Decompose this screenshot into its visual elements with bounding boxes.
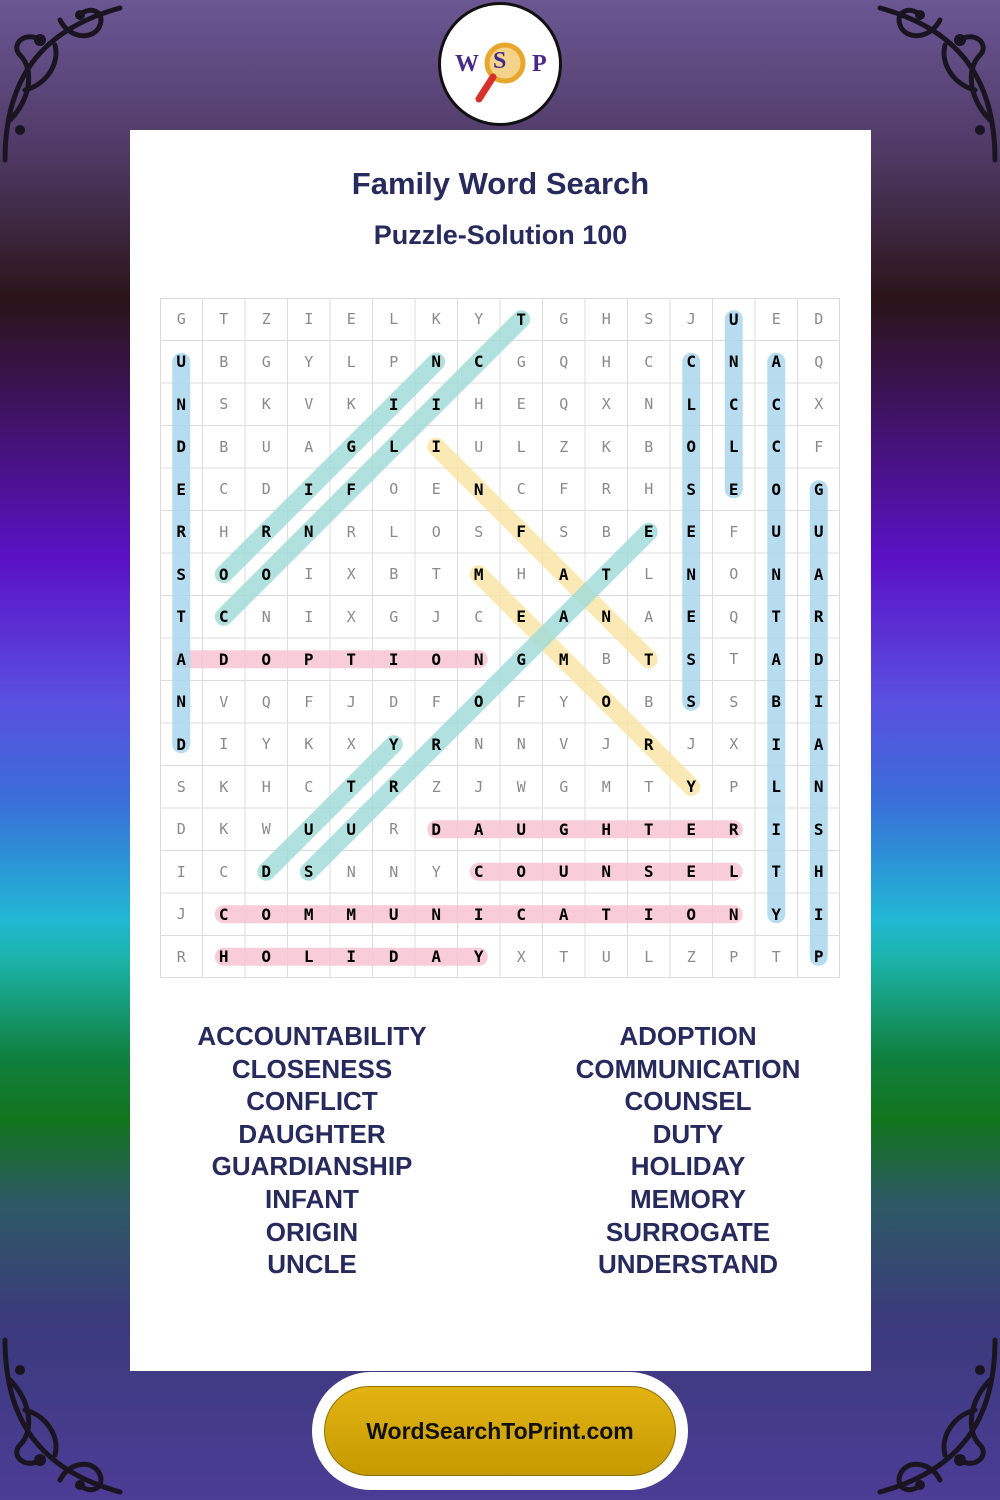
grid-cell[interactable]: H xyxy=(219,522,229,541)
grid-cell[interactable]: R xyxy=(176,947,186,966)
grid-cell[interactable]: K xyxy=(219,820,229,839)
grid-cell[interactable]: E xyxy=(771,310,781,329)
grid-cell[interactable]: A xyxy=(176,649,187,669)
grid-cell[interactable]: M xyxy=(558,649,569,669)
grid-cell[interactable]: A xyxy=(771,352,782,372)
grid-cell[interactable]: N xyxy=(389,862,399,881)
grid-cell[interactable]: F xyxy=(559,480,569,499)
grid-cell[interactable]: D xyxy=(261,480,271,499)
grid-cell[interactable]: O xyxy=(729,565,739,584)
word-list-right xyxy=(488,1020,888,1281)
grid-cell[interactable]: G xyxy=(176,310,186,329)
grid-cell[interactable]: C xyxy=(516,480,526,499)
grid-cell[interactable]: O xyxy=(473,692,484,712)
grid-cell[interactable]: O xyxy=(686,437,697,457)
grid-cell[interactable]: C xyxy=(473,352,484,372)
grid-cell[interactable]: S xyxy=(474,522,484,541)
grid-cell[interactable]: N xyxy=(474,735,484,754)
grid-cell[interactable]: G xyxy=(558,819,569,839)
grid-cell[interactable]: A xyxy=(431,947,442,967)
grid-cell[interactable]: K xyxy=(219,777,229,796)
grid-cell[interactable]: Y xyxy=(304,352,314,371)
grid-cell[interactable]: E xyxy=(176,479,187,499)
word-list-item: CONFLICT xyxy=(246,1086,378,1117)
grid-cell[interactable]: I xyxy=(643,904,654,924)
grid-cell[interactable]: U xyxy=(601,947,611,966)
grid-cell[interactable]: J xyxy=(346,692,356,711)
grid-cell[interactable]: R xyxy=(643,734,654,754)
grid-cell[interactable]: D xyxy=(176,437,187,457)
grid-cell[interactable]: M xyxy=(601,777,611,796)
grid-cell[interactable]: D xyxy=(813,649,824,669)
site-link-button[interactable] xyxy=(312,1372,688,1490)
grid-cell[interactable]: Y xyxy=(473,947,484,967)
grid-cell[interactable]: R xyxy=(389,820,399,839)
grid-cell[interactable]: E xyxy=(346,310,356,329)
grid-cell[interactable]: I xyxy=(771,734,782,754)
grid-cell[interactable]: X xyxy=(601,395,611,414)
grid-cell[interactable]: U xyxy=(388,904,399,924)
puzzle-grid xyxy=(160,298,840,978)
grid-cell[interactable]: T xyxy=(346,777,357,797)
grid-cell[interactable]: I xyxy=(473,904,484,924)
grid-cell[interactable]: D xyxy=(176,734,187,754)
grid-cell[interactable]: T xyxy=(643,649,654,669)
grid-cell[interactable]: O xyxy=(218,564,229,584)
grid-cell[interactable]: R xyxy=(261,522,272,542)
grid-cell[interactable]: C xyxy=(218,904,229,924)
grid-cell[interactable]: F xyxy=(729,522,739,541)
grid-cell[interactable]: T xyxy=(516,309,527,329)
grid-cell[interactable]: Y xyxy=(261,735,271,754)
grid-cell[interactable]: S xyxy=(686,692,697,712)
word-list-item: INFANT xyxy=(265,1183,359,1214)
grid-cell[interactable]: X xyxy=(346,565,356,584)
grid-cell[interactable]: J xyxy=(686,310,696,329)
grid-cell[interactable]: D xyxy=(431,819,442,839)
grid-cell[interactable]: Q xyxy=(559,395,569,414)
grid-cell[interactable]: S xyxy=(686,479,697,499)
grid-cell[interactable]: F xyxy=(431,692,441,711)
grid-cell[interactable]: S xyxy=(559,522,569,541)
grid-cell[interactable]: D xyxy=(261,862,272,882)
grid-cell[interactable]: N xyxy=(346,862,356,881)
grid-cell[interactable]: A xyxy=(813,564,824,584)
grid-cell[interactable]: A xyxy=(644,607,654,626)
grid-cell[interactable]: I xyxy=(813,692,824,712)
grid-cell[interactable]: Y xyxy=(388,734,399,754)
grid-cell[interactable]: V xyxy=(219,692,229,711)
grid-cell[interactable]: Y xyxy=(431,862,441,881)
grid-cell[interactable]: S xyxy=(813,819,824,839)
grid-cell[interactable]: X xyxy=(516,947,526,966)
grid-cell[interactable]: K xyxy=(601,437,611,456)
grid-cell[interactable]: I xyxy=(771,819,782,839)
grid-cell[interactable]: O xyxy=(686,904,697,924)
grid-cell[interactable]: U xyxy=(474,437,484,456)
grid-cell[interactable]: E xyxy=(516,395,526,414)
grid-cell[interactable]: C xyxy=(686,352,697,372)
grid-cell[interactable]: B xyxy=(601,522,611,541)
grid-cell[interactable]: L xyxy=(728,862,739,882)
grid-cell[interactable]: T xyxy=(559,947,569,966)
grid-cell[interactable]: S xyxy=(729,692,739,711)
grid-cell[interactable]: N xyxy=(728,352,739,372)
grid-cell[interactable]: C xyxy=(728,394,739,414)
grid-cell[interactable]: J xyxy=(474,777,484,796)
grid-cell[interactable]: N xyxy=(771,564,782,584)
grid-cell[interactable]: A xyxy=(558,607,569,627)
grid-cell[interactable]: L xyxy=(303,947,314,967)
grid-cell[interactable]: T xyxy=(346,649,357,669)
grid-cell[interactable]: L xyxy=(346,352,356,371)
grid-cell[interactable]: R xyxy=(728,819,739,839)
grid-cell[interactable]: H xyxy=(474,395,484,414)
grid-cell[interactable]: Y xyxy=(474,310,484,329)
grid-cell[interactable]: I xyxy=(304,607,314,626)
grid-cell[interactable]: G xyxy=(346,437,357,457)
grid-cell[interactable]: I xyxy=(219,735,229,754)
grid-cell[interactable]: W xyxy=(516,777,526,796)
grid-cell[interactable]: O xyxy=(431,649,442,669)
page-title: Family Word Search xyxy=(351,166,650,201)
grid-cell[interactable]: A xyxy=(558,564,569,584)
grid-cell[interactable]: O xyxy=(261,904,272,924)
grid-cell[interactable]: O xyxy=(261,947,272,967)
grid-cell[interactable]: O xyxy=(516,862,527,882)
grid-cell[interactable]: B xyxy=(644,692,654,711)
grid-cell[interactable]: L xyxy=(644,947,654,966)
grid-cell[interactable]: U xyxy=(303,819,314,839)
grid-cell[interactable]: T xyxy=(643,819,654,839)
grid-cell[interactable]: N xyxy=(303,522,314,542)
grid-cell[interactable]: L xyxy=(686,394,697,414)
grid-cell[interactable]: T xyxy=(729,650,739,669)
grid-cell[interactable]: G xyxy=(516,352,526,371)
grid-cell[interactable]: J xyxy=(431,607,441,626)
grid-cell[interactable]: G xyxy=(516,649,527,669)
grid-cell[interactable]: H xyxy=(813,862,824,882)
grid-cell[interactable]: P xyxy=(729,777,739,796)
grid-cell[interactable]: M xyxy=(473,564,484,584)
grid-cell[interactable]: I xyxy=(304,310,314,329)
grid-cell[interactable]: N xyxy=(176,394,187,414)
word-list-item: COUNSEL xyxy=(624,1086,752,1117)
grid-cell[interactable]: R xyxy=(346,522,356,541)
grid-cell[interactable]: N xyxy=(473,649,484,669)
word-list-item: UNCLE xyxy=(267,1249,357,1280)
grid-cell[interactable]: F xyxy=(304,692,314,711)
grid-cell[interactable]: F xyxy=(516,692,526,711)
grid-cell[interactable]: T xyxy=(431,565,441,584)
grid-cell[interactable]: K xyxy=(431,310,441,329)
grid-cell[interactable]: F xyxy=(516,522,527,542)
grid-cell[interactable]: T xyxy=(219,310,229,329)
grid-cell[interactable]: E xyxy=(516,607,527,627)
grid-cell[interactable]: X xyxy=(729,735,739,754)
logo-letter-s: S xyxy=(493,48,507,74)
grid-cell[interactable]: Z xyxy=(261,310,271,329)
grid-cell[interactable]: B xyxy=(219,437,229,456)
site-logo[interactable] xyxy=(438,2,562,126)
word-list-item: HOLIDAY xyxy=(630,1151,746,1182)
grid-cell[interactable]: N xyxy=(601,862,612,882)
grid-cell[interactable]: S xyxy=(176,564,187,584)
grid-cell[interactable]: E xyxy=(643,522,654,542)
word-list-item: DUTY xyxy=(652,1118,724,1149)
grid-cell[interactable]: I xyxy=(431,394,442,414)
grid-cell[interactable]: N xyxy=(644,395,654,414)
grid-cell[interactable]: N xyxy=(728,904,739,924)
grid-cell[interactable]: L xyxy=(771,777,782,797)
word-list-item: ADOPTION xyxy=(619,1021,757,1051)
grid-cell[interactable]: C xyxy=(771,437,782,457)
site-link-label[interactable]: WordSearchToPrint.com xyxy=(324,1386,676,1476)
grid-cell[interactable]: N xyxy=(473,479,484,499)
grid-cell[interactable]: B xyxy=(219,352,229,371)
grid-cell[interactable]: D xyxy=(389,692,399,711)
grid-cell[interactable]: T xyxy=(771,947,781,966)
grid-cell[interactable]: R xyxy=(813,607,824,627)
grid-cell[interactable]: H xyxy=(261,777,271,796)
grid-cell[interactable]: L xyxy=(388,437,399,457)
grid-cell[interactable]: B xyxy=(389,565,399,584)
grid-cell[interactable]: N xyxy=(176,692,187,712)
grid-cell[interactable]: L xyxy=(644,565,654,584)
word-list-left xyxy=(112,1020,512,1281)
grid-cell[interactable]: C xyxy=(516,904,527,924)
grid-cell[interactable]: F xyxy=(814,437,824,456)
word-list-item: COMMUNICATION xyxy=(575,1053,801,1084)
grid-cell[interactable]: P xyxy=(729,947,739,966)
grid-cell[interactable]: Q xyxy=(729,607,739,626)
grid-cell[interactable]: U xyxy=(771,522,782,542)
grid-cell[interactable]: L xyxy=(389,310,399,329)
grid-cell[interactable]: Y xyxy=(559,692,569,711)
grid-cell[interactable]: M xyxy=(303,904,314,924)
grid-cell[interactable]: T xyxy=(644,777,654,796)
grid-cell[interactable]: G xyxy=(559,777,569,796)
grid-cell[interactable]: H xyxy=(516,565,526,584)
grid-cell[interactable]: P xyxy=(303,649,314,669)
grid-cell[interactable]: O xyxy=(261,564,272,584)
grid-cell[interactable]: S xyxy=(643,862,654,882)
grid-cell[interactable]: U xyxy=(176,352,187,372)
grid-cell[interactable]: H xyxy=(601,310,611,329)
grid-cell[interactable]: R xyxy=(176,522,187,542)
grid-cell[interactable]: J xyxy=(601,735,611,754)
grid-cell[interactable]: N xyxy=(431,904,442,924)
grid-cell[interactable]: J xyxy=(686,735,696,754)
grid-cell[interactable]: L xyxy=(728,437,739,457)
grid-cell[interactable]: K xyxy=(346,395,356,414)
grid-cell[interactable]: T xyxy=(771,862,782,882)
grid-cell[interactable]: L xyxy=(516,437,526,456)
grid-cell[interactable]: V xyxy=(559,735,569,754)
grid-cell[interactable]: Q xyxy=(814,352,824,371)
grid-cell[interactable]: C xyxy=(304,777,314,796)
grid-cell[interactable]: E xyxy=(686,819,697,839)
grid-cell[interactable]: V xyxy=(304,395,314,414)
grid-cell[interactable]: N xyxy=(431,352,442,372)
grid-cell[interactable]: Z xyxy=(559,437,569,456)
grid-cell[interactable]: O xyxy=(601,692,612,712)
grid-cell[interactable]: A xyxy=(473,819,484,839)
word-list-item: GUARDIANSHIP xyxy=(211,1151,413,1182)
grid-cell[interactable]: I xyxy=(303,479,314,499)
grid-cell[interactable]: S xyxy=(176,777,186,796)
grid-cell[interactable]: A xyxy=(558,904,569,924)
grid-cell[interactable]: X xyxy=(346,607,356,626)
grid-cell[interactable]: E xyxy=(686,522,697,542)
grid-cell[interactable]: T xyxy=(601,904,612,924)
grid-cell[interactable]: P xyxy=(813,947,824,967)
grid-cell[interactable]: Z xyxy=(431,777,441,796)
grid-cell[interactable]: S xyxy=(303,862,314,882)
grid-cell[interactable]: G xyxy=(389,607,399,626)
grid-cell[interactable]: L xyxy=(389,522,399,541)
grid-cell[interactable]: S xyxy=(644,310,654,329)
grid-cell[interactable]: U xyxy=(261,437,271,456)
grid-cell[interactable]: C xyxy=(771,394,782,414)
grid-cell[interactable]: C xyxy=(474,607,484,626)
grid-cell[interactable]: H xyxy=(218,947,229,967)
grid-cell[interactable]: R xyxy=(431,734,442,754)
grid-cell[interactable]: P xyxy=(389,352,399,371)
grid-cell[interactable]: D xyxy=(388,947,399,967)
letter-grid xyxy=(160,298,840,978)
grid-cell[interactable]: C xyxy=(644,352,654,371)
page-subtitle: Puzzle-Solution 100 xyxy=(373,220,628,250)
grid-cell[interactable]: Y xyxy=(771,904,782,924)
grid-cell[interactable]: N xyxy=(516,735,526,754)
grid-cell[interactable]: X xyxy=(346,735,356,754)
grid-cell[interactable]: H xyxy=(601,819,612,839)
grid-cell[interactable]: I xyxy=(813,904,824,924)
grid-cell[interactable]: Q xyxy=(559,352,569,371)
grid-cell[interactable]: A xyxy=(304,437,314,456)
grid-cell[interactable]: H xyxy=(601,352,611,371)
grid-cell[interactable]: T xyxy=(771,607,782,627)
word-list-item: ACCOUNTABILITY xyxy=(197,1021,427,1051)
grid-cell[interactable]: C xyxy=(473,862,484,882)
grid-cell[interactable]: U xyxy=(346,819,357,839)
grid-cell[interactable]: F xyxy=(346,479,357,499)
grid-cell[interactable]: U xyxy=(813,522,824,542)
grid-cell[interactable]: N xyxy=(261,607,271,626)
grid-cell[interactable]: I xyxy=(304,565,314,584)
grid-cell[interactable]: I xyxy=(431,437,442,457)
grid-cell[interactable]: D xyxy=(814,310,824,329)
word-list-item: UNDERSTAND xyxy=(597,1249,779,1280)
grid-cell[interactable]: Q xyxy=(261,692,271,711)
grid-cell[interactable]: I xyxy=(346,947,357,967)
grid-cell[interactable]: I xyxy=(176,862,186,881)
grid-cell[interactable]: M xyxy=(346,904,357,924)
grid-cell[interactable]: R xyxy=(388,777,399,797)
grid-cell[interactable]: O xyxy=(389,480,399,499)
grid-cell[interactable]: O xyxy=(261,649,272,669)
grid-cell[interactable]: J xyxy=(176,905,186,924)
grid-cell[interactable]: H xyxy=(644,480,654,499)
word-list-item: CLOSENESS xyxy=(231,1053,393,1084)
grid-cell[interactable]: B xyxy=(644,437,654,456)
grid-cell[interactable]: E xyxy=(686,607,697,627)
grid-cell[interactable]: T xyxy=(601,564,612,584)
logo-letter-p: P xyxy=(532,51,547,77)
grid-cell[interactable]: X xyxy=(814,395,824,414)
grid-cell[interactable]: O xyxy=(431,522,441,541)
grid-cell[interactable]: T xyxy=(176,607,187,627)
grid-cell[interactable]: U xyxy=(516,819,527,839)
grid-cell[interactable]: E xyxy=(686,862,697,882)
grid-cell[interactable]: W xyxy=(261,820,271,839)
grid-cell[interactable]: S xyxy=(686,649,697,669)
grid-cell[interactable]: A xyxy=(771,649,782,669)
grid-cell[interactable]: K xyxy=(261,395,271,414)
word-list-item: ORIGIN xyxy=(265,1216,359,1247)
grid-cell[interactable]: C xyxy=(218,607,229,627)
grid-cell[interactable]: N xyxy=(813,777,824,797)
grid-cell[interactable]: B xyxy=(771,692,782,712)
grid-cell[interactable]: D xyxy=(176,820,186,839)
grid-cell[interactable]: Z xyxy=(686,947,696,966)
grid-cell[interactable]: E xyxy=(728,479,739,499)
grid-cell[interactable]: O xyxy=(771,479,782,499)
grid-cell[interactable]: G xyxy=(559,310,569,329)
word-list-item: DAUGHTER xyxy=(238,1118,386,1149)
grid-cell[interactable]: R xyxy=(601,480,611,499)
grid-cell[interactable]: K xyxy=(304,735,314,754)
word-list-item: MEMORY xyxy=(629,1183,747,1214)
grid-cell[interactable]: A xyxy=(813,734,824,754)
grid-cell[interactable]: N xyxy=(601,607,612,627)
grid-cell[interactable]: G xyxy=(813,479,824,499)
grid-cell[interactable]: C xyxy=(219,862,229,881)
grid-cell[interactable]: N xyxy=(686,564,697,584)
grid-cell[interactable]: G xyxy=(261,352,271,371)
grid-cell[interactable]: D xyxy=(218,649,229,669)
grid-cell[interactable]: B xyxy=(601,650,611,669)
grid-cell[interactable]: U xyxy=(558,862,569,882)
grid-cell[interactable]: I xyxy=(388,649,399,669)
grid-cell[interactable]: Y xyxy=(686,777,697,797)
grid-cell[interactable]: C xyxy=(219,480,229,499)
logo-letter-w: W xyxy=(455,51,479,77)
word-list-item: SURROGATE xyxy=(605,1216,771,1247)
grid-cell[interactable]: U xyxy=(728,309,739,329)
grid-cell[interactable]: I xyxy=(388,394,399,414)
grid-cell[interactable]: E xyxy=(431,480,441,499)
grid-cell[interactable]: S xyxy=(219,395,229,414)
